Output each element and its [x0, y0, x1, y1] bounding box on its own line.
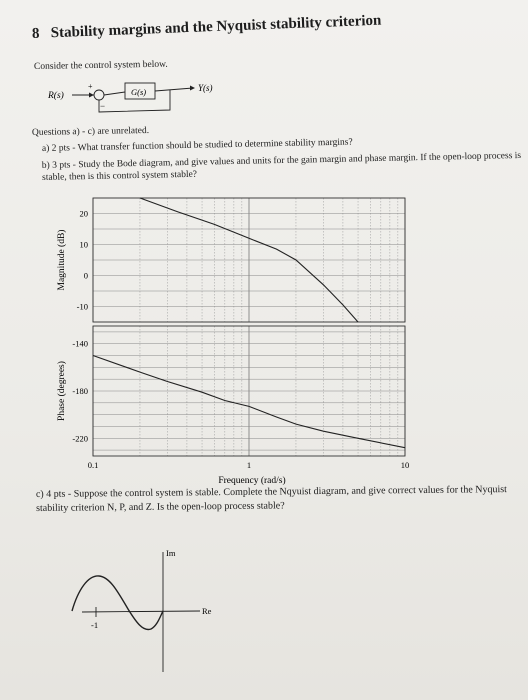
- phase-axis-label: Phase (degrees): [57, 361, 67, 421]
- phase-tick-label: -220: [72, 433, 88, 444]
- intro-text: Consider the control system below.: [33, 59, 168, 72]
- magnitude-tick-label: 10: [79, 239, 88, 250]
- minus-sign: −: [100, 101, 106, 111]
- phase-tick-label: -140: [72, 338, 88, 349]
- magnitude-tick-label: 20: [79, 208, 88, 219]
- problem-title-text: Stability margins and the Nyquist stability criterion: [50, 12, 382, 42]
- phase-tick-label: -180: [72, 386, 88, 396]
- real-axis: [82, 611, 200, 612]
- question-c: c) 4 pts - Suppose the control system is stable. Complete the Nqyuist diagram, and give correct values for the Nyquist stability criterion N, P, and Z. Is the open-loop process stable?: [35, 484, 507, 514]
- frequency-tick-label: 10: [400, 460, 410, 470]
- magnitude-axis-label: Magnitude (dB): [57, 229, 67, 291]
- g-block-label: G(s): [131, 87, 147, 97]
- problem-number: 8: [31, 25, 40, 42]
- frequency-axis-label: Frequency (rad/s): [218, 476, 286, 486]
- magnitude-tick-label: 0: [83, 270, 88, 281]
- frequency-tick-label: 0.1: [87, 460, 99, 470]
- input-label: R(s): [48, 91, 64, 101]
- question-a: a) 2 pts - What transfer function should be studied to determine stability margins?: [41, 137, 353, 154]
- plus-sign: +: [88, 82, 93, 91]
- frequency-tick-label: 1: [246, 460, 252, 470]
- nyquist-curve: [72, 576, 163, 630]
- question-b: b) 3 pts - Study the Bode diagram, and give values and units for the gain margin and phase margin. If the open-loop process is stable, then is this control system stable?: [41, 150, 522, 183]
- im-label: Im: [166, 548, 176, 558]
- re-label: Re: [202, 606, 212, 616]
- output-label: Y(s): [198, 83, 213, 93]
- questions-heading: Questions a) - c) are unrelated.: [31, 125, 150, 138]
- minus-one-label: -1: [91, 620, 99, 630]
- magnitude-tick-label: -10: [76, 301, 88, 312]
